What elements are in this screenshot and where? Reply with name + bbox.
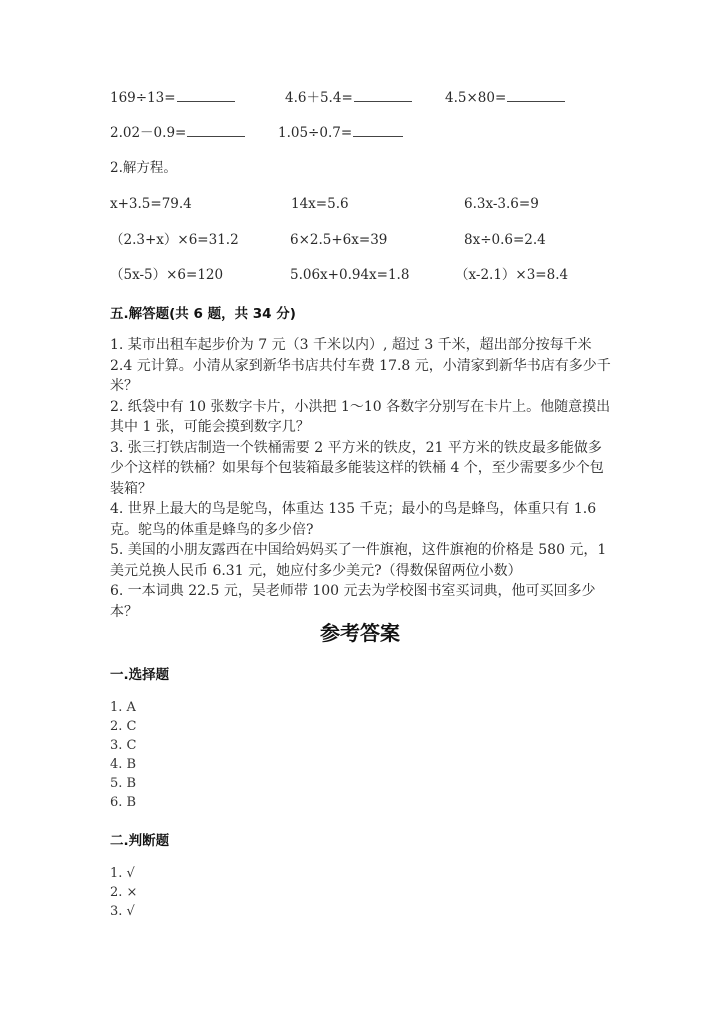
answer-item: 1. A	[110, 700, 136, 715]
answer-item: 4. B	[110, 757, 137, 772]
section-heading: 二.判断题	[110, 833, 170, 849]
equation: 5.06x+0.94x=1.8	[290, 267, 410, 283]
word-problem: 4. 世界上最大的鸟是鸵鸟，体重达 135 千克；最小的鸟是蜂鸟，体重只有 1.6 克。鸵鸟的体重是蜂鸟的多少倍?	[110, 501, 597, 538]
arithmetic-expression: 1.05÷0.7=	[278, 125, 353, 141]
arithmetic-expression: 2.02－0.9=	[110, 125, 187, 141]
answer-item: 2. C	[110, 719, 137, 734]
answer-item: 3. √	[110, 904, 135, 919]
word-problem: 6. 一本词典 22.5 元，吴老师带 100 元去为学校图书室买词典，他可买回多少本？	[110, 583, 596, 620]
arithmetic-item	[285, 89, 412, 107]
equation: 6.3x-3.6=9	[464, 196, 539, 212]
word-problem: 3. 张三打铁店制造一个铁桶需要 2 平方米的铁皮，21 平方米的铁皮最多能做多少个这样的铁桶？如果每个包装箱最多能装这样的铁桶 4 个，至少需要多少个包装箱？	[110, 439, 604, 497]
answer-blank	[187, 124, 245, 137]
word-problems	[110, 335, 615, 622]
word-problem: 2. 纸袋中有 10 张数字卡片，小洪把 1～10 各数字分别写在卡片上。他随意摸出其中 1 张，可能会摸到数字几？	[110, 398, 611, 435]
choice-answers	[110, 698, 136, 812]
arithmetic-item	[445, 89, 565, 107]
section-heading: 一.选择题	[110, 667, 170, 683]
word-problem: 1. 某市出租车起步价为 7 元（3 千米以内）, 超过 3 千米，超出部分按每千米 2.4 元计算。小清从家到新华书店共付车费 17.8 元，小清家到新华书店有多少千米？	[110, 337, 611, 394]
section-heading: 五.解答题(共 6 题，共 34 分)	[110, 306, 296, 322]
equation: 14x=5.6	[291, 196, 349, 212]
arithmetic-expression: 4.5×80=	[445, 90, 507, 106]
arithmetic-item	[110, 124, 245, 142]
answer-item: 1. √	[110, 866, 135, 881]
arithmetic-item	[278, 124, 403, 142]
answer-blank	[353, 124, 403, 137]
answer-item: 3. C	[110, 738, 137, 753]
answer-blank	[507, 89, 565, 102]
answer-key-title: 参考答案	[320, 621, 400, 645]
answer-item: 2. ×	[110, 885, 138, 900]
word-problem: 5. 美国的小朋友露西在中国给妈妈买了一件旗袍，这件旗袍的价格是 580 元，1 美元兑换人民币 6.31 元，她应付多少美元?（得数保留两位小数）	[110, 542, 607, 579]
equation: 8x÷0.6=2.4	[464, 232, 546, 248]
arithmetic-expression: 4.6＋5.4=	[285, 90, 353, 106]
equation: （2.3+x）×6=31.2	[110, 232, 239, 248]
answer-blank	[354, 89, 412, 102]
equation: 6×2.5+6x=39	[290, 232, 388, 248]
answer-item: 5. B	[110, 776, 137, 791]
answer-item: 6. B	[110, 795, 137, 810]
arithmetic-expression: 169÷13=	[110, 90, 176, 106]
equation: x+3.5=79.4	[110, 196, 192, 212]
arithmetic-item	[110, 89, 235, 107]
judge-answers	[110, 864, 137, 921]
answer-blank	[177, 89, 235, 102]
equations-title: 2.解方程。	[110, 160, 177, 176]
equation: （x-2.1）×3=8.4	[455, 267, 569, 283]
equation: （5x-5）×6=120	[110, 267, 224, 283]
